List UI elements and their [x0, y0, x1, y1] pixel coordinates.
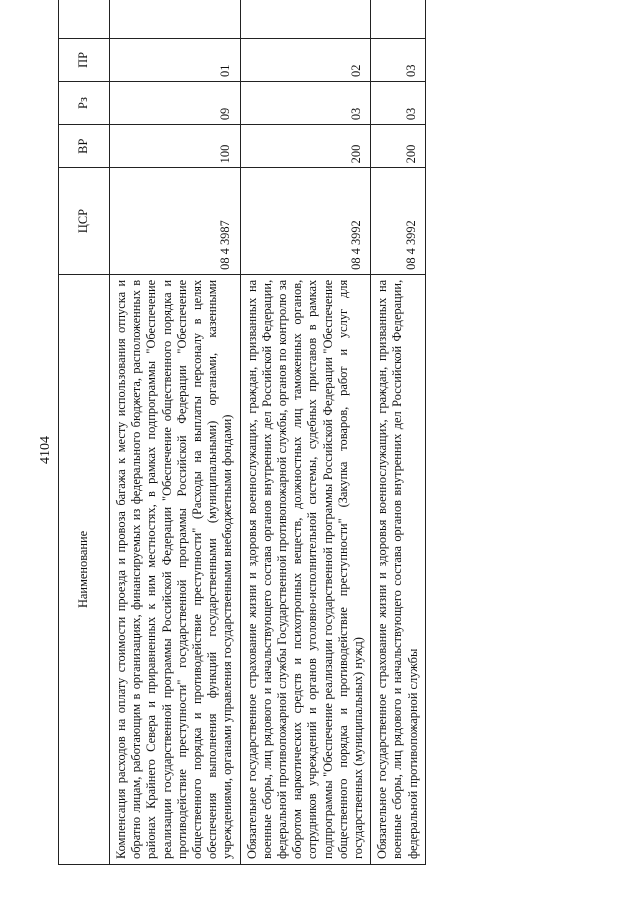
- row-rz: 03: [240, 81, 371, 124]
- row-pr: 01: [110, 38, 241, 81]
- budget-table: [58, 0, 426, 865]
- row-csr: 08 4 3992: [240, 168, 371, 275]
- row-vr: 200: [240, 125, 371, 168]
- column-header-rz: Рз: [59, 81, 110, 124]
- table-row: [110, 0, 241, 865]
- row-vr: 100: [110, 125, 241, 168]
- row-pr: 03: [371, 38, 426, 81]
- column-header-csr: ЦСР: [59, 168, 110, 275]
- row-rz: 03: [371, 81, 426, 124]
- column-header-sum: [59, 0, 110, 38]
- row-name: Компенсация расходов на оплату стоимости проезда и провоза багажа к месту использования отпуска и обратно лицам, работающим в организациях, финансируемых из федерального бюджета, расположенных в районах Крайнего Севера и приравненных к ним местностях, в рамках подпрограммы "Обеспечение реализации государственной программы Российской Федерации "Обеспечение общественного порядка и противодействие преступности" государственной программы Российской Федерации "Обеспечение общественного порядка и противодействие преступности" (Расходы на выплаты персоналу в целях обеспечения выполнения функций государственными (муниципальными) органами, казенными учреждениями, органами управления государственными внебюджетными фондами): [110, 274, 241, 864]
- row-name: Обязательное государственное страхование жизни и здоровья военнослужащих, граждан, призванных на военные сборы, лиц рядового и начальствующего состава органов внутренних дел Российской Федерации, федеральной противопожарной службы Государственной противопожарной службы, органов по контролю за оборотом наркотических средств и психотропных веществ, должностных лиц таможенных органов, сотрудников учреждений и органов уголовно-исполнительной системы, судебных приставов в рамках подпрограммы "Обеспечение реализации государственной программы Российской Федерации "Обеспечение общественного порядка и противодействие преступности" (Закупка товаров, работ и услуг для государственных (муниципальных) нужд): [240, 274, 371, 864]
- row-sum: [371, 0, 426, 38]
- column-header-name: Наименование: [59, 274, 110, 864]
- page-number: 4104: [38, 436, 53, 464]
- row-csr: 08 4 3987: [110, 168, 241, 275]
- table-row: [371, 0, 426, 865]
- column-header-vr: ВР: [59, 125, 110, 168]
- row-sum: [110, 0, 241, 38]
- column-header-pr: ПР: [59, 38, 110, 81]
- row-name: Обязательное государственное страхование жизни и здоровья военнослужащих, граждан, призванных на военные сборы, лиц рядового и начальствующего состава органов внутренних дел Российской Федерации, федеральной противопожарной службы: [371, 274, 426, 864]
- table-header-row: [59, 0, 110, 865]
- row-sum: [240, 0, 371, 38]
- table-row: [240, 0, 371, 865]
- row-csr: 08 4 3992: [371, 168, 426, 275]
- row-pr: 02: [240, 38, 371, 81]
- row-vr: 200: [371, 125, 426, 168]
- row-rz: 09: [110, 81, 241, 124]
